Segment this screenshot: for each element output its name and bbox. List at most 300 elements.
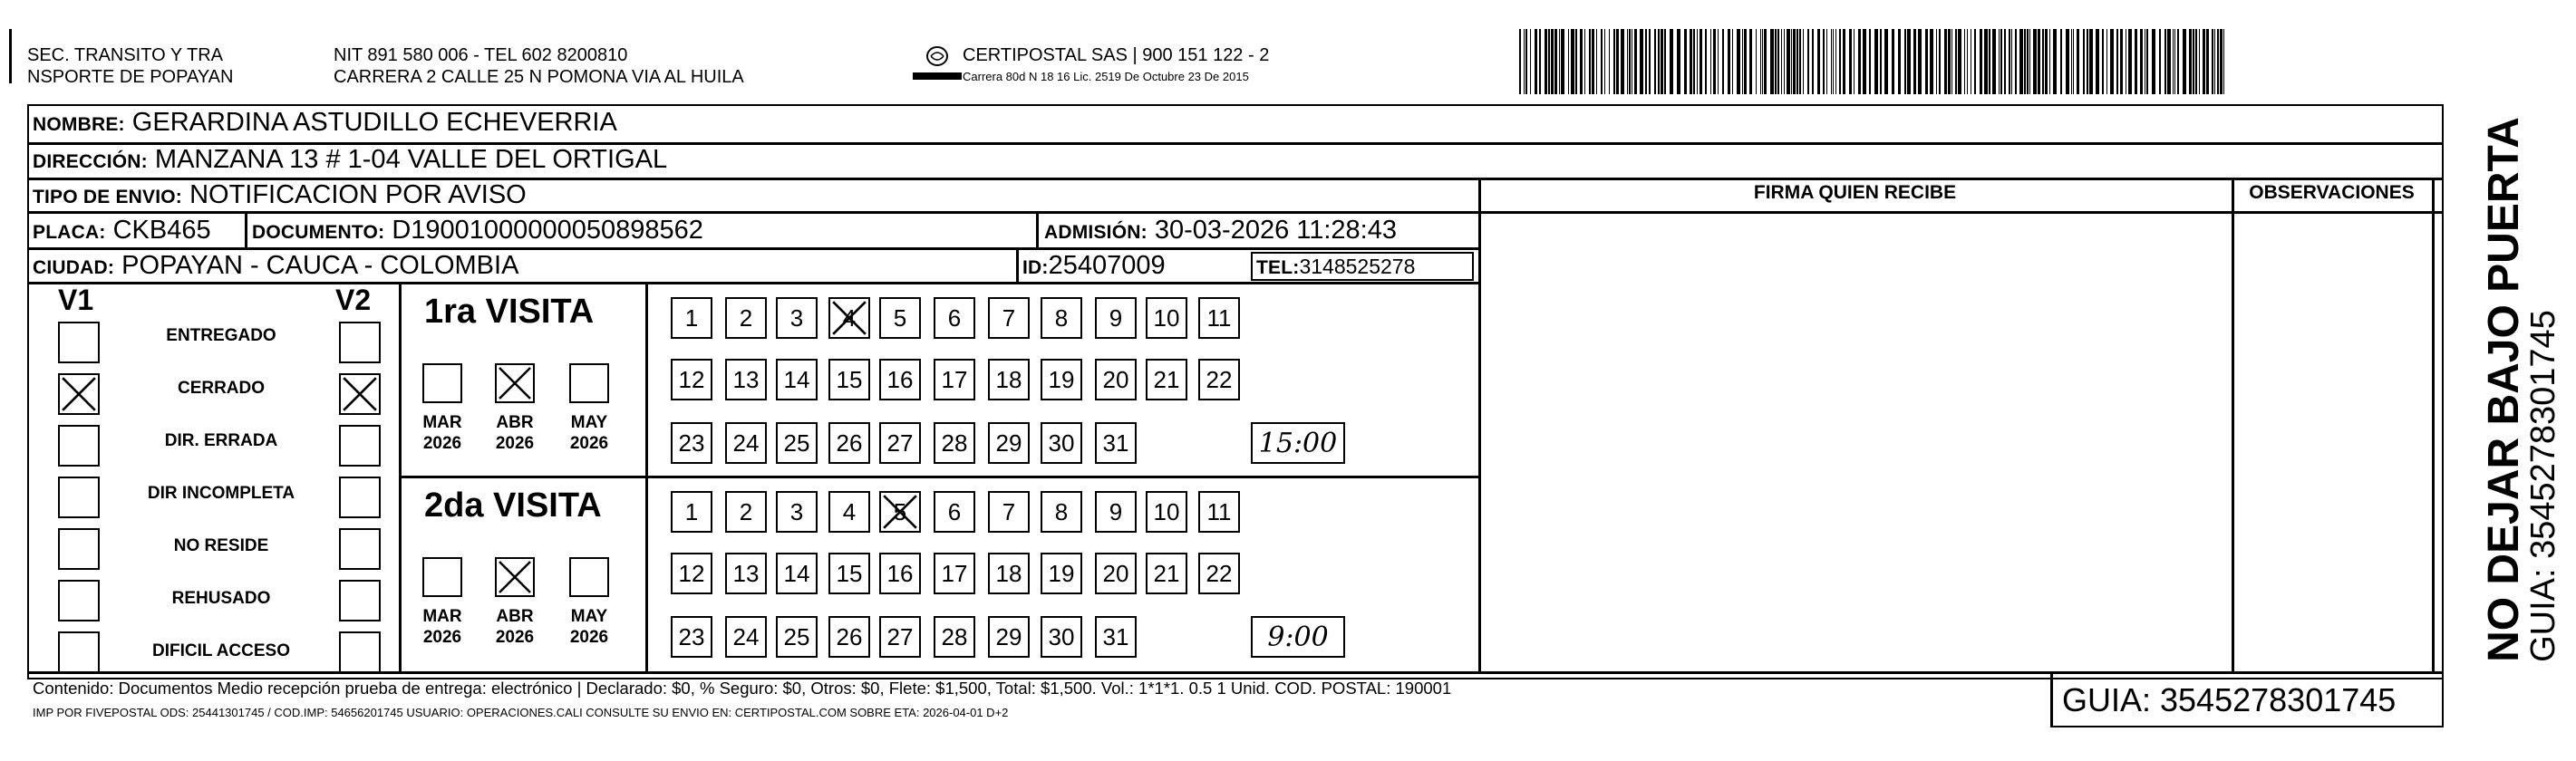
day-box[interactable]: 26: [828, 616, 870, 658]
barcode-bar: [1791, 29, 1792, 94]
barcode-bar: [2096, 29, 2099, 94]
day-box[interactable]: 30: [1041, 422, 1082, 464]
barcode-bar: [1951, 29, 1952, 94]
day-box[interactable]: 24: [725, 616, 767, 658]
day-box[interactable]: 1: [671, 297, 712, 339]
day-box[interactable]: 27: [879, 422, 921, 464]
barcode-bar: [2106, 29, 2107, 94]
barcode-bar: [1839, 29, 1841, 94]
barcode-bar: [1833, 29, 1834, 94]
barcode-bar: [1551, 29, 1554, 94]
barcode-bar: [1930, 29, 1933, 94]
day-box[interactable]: 5: [879, 297, 921, 339]
barcode-bar: [1948, 29, 1951, 94]
barcode-bar: [1777, 29, 1779, 94]
barcode-bar: [1898, 29, 1901, 94]
admision-row: [1044, 215, 1397, 248]
day-box[interactable]: 28: [934, 422, 975, 464]
barcode-bar: [1826, 29, 1827, 94]
barcode-bar: [2135, 29, 2137, 94]
barcode-bar: [2066, 29, 2069, 94]
barcode-bar: [1742, 29, 1743, 94]
barcode-bar: [1764, 29, 1767, 94]
barcode-bar: [2049, 29, 2050, 94]
barcode-bar: [2159, 29, 2161, 94]
barcode-bar: [1609, 29, 1610, 94]
day-box[interactable]: 7: [988, 297, 1030, 339]
ciudad-label: CIUDAD:: [33, 257, 115, 278]
barcode-bar: [2053, 29, 2057, 94]
barcode-bar: [1710, 29, 1711, 94]
day-box[interactable]: 26: [828, 422, 870, 464]
status-label: CERRADO: [177, 379, 266, 398]
barcode-bar: [2140, 29, 2143, 94]
day-mark: [830, 299, 868, 337]
month-name: ABR: [496, 413, 534, 432]
barcode-bar: [2102, 29, 2104, 94]
barcode-bar: [2220, 29, 2223, 94]
barcode-bar: [1749, 29, 1752, 94]
barcode-bar: [1640, 29, 1643, 94]
day-box[interactable]: 25: [776, 422, 818, 464]
v2-checkbox[interactable]: [339, 425, 381, 467]
day-box[interactable]: 30: [1041, 616, 1082, 658]
barcode-bar: [1880, 29, 1882, 94]
barcode-bar: [2077, 29, 2079, 94]
barcode-bar: [1944, 29, 1947, 94]
month-label: [414, 606, 470, 648]
barcode-bar: [1596, 29, 1597, 94]
id-value: 25407009: [1048, 251, 1166, 280]
id-label: ID:: [1022, 257, 1049, 278]
day-box[interactable]: 19: [1041, 359, 1082, 400]
day-box[interactable]: 18: [988, 359, 1030, 400]
barcode-bar: [1737, 29, 1740, 94]
tipo-value: NOTIFICACION POR AVISO: [189, 180, 527, 209]
month-year: 2026: [569, 434, 609, 453]
barcode-bar: [1925, 29, 1928, 94]
barcode-bar: [1559, 29, 1560, 94]
barcode-bar: [2167, 29, 2171, 94]
barcode-bar: [2083, 29, 2085, 94]
day-box[interactable]: 8: [1041, 297, 1082, 339]
barcode-bar: [1964, 29, 1965, 94]
day-box[interactable]: 24: [725, 422, 767, 464]
barcode-bar: [1592, 29, 1594, 94]
day-mark: [881, 493, 919, 531]
day-box[interactable]: 6: [934, 297, 975, 339]
tipo-row: [33, 179, 527, 213]
sender-line2: NSPORTE DE POPAYAN: [27, 67, 234, 87]
month-label: [561, 412, 617, 454]
day-box[interactable]: 15: [828, 359, 870, 400]
barcode-bar: [2024, 29, 2026, 94]
barcode-bar: [1732, 29, 1733, 94]
month-checkbox[interactable]: [569, 557, 609, 597]
placa-row: [33, 215, 211, 248]
ciudad-row: [33, 250, 518, 284]
barcode-bar: [2089, 29, 2093, 94]
barcode-bar: [1539, 29, 1541, 94]
month-label: [414, 412, 470, 454]
day-box[interactable]: 3: [776, 491, 818, 533]
day-box[interactable]: 17: [934, 553, 975, 594]
day-box[interactable]: 2: [725, 297, 767, 339]
visit-title: 2da VISITA: [424, 486, 602, 525]
nombre-label: NOMBRE:: [33, 114, 125, 135]
barcode-bar: [1700, 29, 1702, 94]
tel-value: 3148525278: [1299, 255, 1416, 278]
v1-label: V1: [58, 284, 94, 316]
barcode-bar: [1705, 29, 1707, 94]
barcode-bar: [1913, 29, 1916, 94]
barcode-bar: [1799, 29, 1801, 94]
month-year: 2026: [569, 628, 609, 647]
barcode-bar: [1604, 29, 1605, 94]
tel-row: [1256, 253, 1415, 282]
direccion-row: [33, 144, 667, 178]
day-box[interactable]: 11: [1198, 491, 1240, 533]
visit-title: 1ra VISITA: [424, 293, 595, 331]
barcode-bar: [1955, 29, 1957, 94]
month-year: 2026: [422, 434, 462, 453]
v2-checkbox[interactable]: [339, 373, 381, 415]
barcode-bar: [1545, 29, 1547, 94]
barcode-bar: [1939, 29, 1941, 94]
barcode-bar: [1907, 29, 1911, 94]
day-box[interactable]: 12: [671, 553, 712, 594]
barcode-bar: [1892, 29, 1894, 94]
month-checkbox[interactable]: [495, 363, 535, 403]
barcode-bar: [1781, 29, 1782, 94]
id-row: [1022, 250, 1166, 284]
day-box[interactable]: 11: [1198, 297, 1240, 339]
month-name: MAY: [570, 607, 608, 626]
day-box[interactable]: 31: [1095, 616, 1137, 658]
month-name: MAR: [422, 607, 462, 626]
day-box[interactable]: 28: [934, 616, 975, 658]
barcode-bar: [1854, 29, 1855, 94]
barcode-bar: [1571, 29, 1574, 94]
barcode-bar: [1658, 29, 1660, 94]
day-box[interactable]: 17: [934, 359, 975, 400]
barcode-bar: [1535, 29, 1537, 94]
barcode-bar: [2214, 29, 2215, 94]
day-box[interactable]: 13: [725, 359, 767, 400]
barcode-bar: [2120, 29, 2123, 94]
documento-value: D19001000000050898562: [392, 216, 703, 245]
day-box[interactable]: 23: [671, 422, 712, 464]
ciudad-value: POPAYAN - CAUCA - COLOMBIA: [121, 251, 519, 280]
barcode-bar: [2042, 29, 2044, 94]
barcode-bar: [2045, 29, 2048, 94]
day-box[interactable]: 2: [725, 491, 767, 533]
barcode-bar: [2027, 29, 2029, 94]
month-label: [487, 606, 543, 648]
barcode-bar: [2152, 29, 2155, 94]
v1-checkbox[interactable]: [58, 580, 100, 621]
day-box[interactable]: 10: [1146, 491, 1187, 533]
footer-line2: IMP POR FIVEPOSTAL ODS: 25441301745 / COD.IMP: 54656201745 USUARIO: OPERACIONES.CALI CONSULTE SU ENVIO EN: CERTIPOSTAL.COM SOBRE ETA: 2026-04-01 D+2: [33, 706, 1009, 719]
firma-header: FIRMA QUIEN RECIBE: [1753, 182, 1957, 203]
status-label: NO RESIDE: [173, 536, 269, 555]
day-box[interactable]: 18: [988, 553, 1030, 594]
barcode-bar: [2011, 29, 2012, 94]
barcode-bar: [2212, 29, 2213, 94]
barcode-bar: [1697, 29, 1698, 94]
barcode-bar: [1904, 29, 1906, 94]
barcode-bar: [1849, 29, 1852, 94]
admision-value: 30-03-2026 11:28:43: [1154, 216, 1397, 245]
day-box[interactable]: 4: [828, 297, 870, 339]
footer-line1: Contenido: Documentos Medio recepción prueba de entrega: electrónico | Declarado: $0, % Seguro: $0, Otros: $0, Flete: $1,500, Total: $1,500. Vol.: 1*1*1. 0.5 1 Unid. COD. POSTAL: 190001: [33, 679, 1452, 698]
barcode-bar: [2189, 29, 2192, 94]
barcode-bar: [1693, 29, 1695, 94]
day-box[interactable]: 5: [879, 491, 921, 533]
status-label: DIR. ERRADA: [164, 431, 278, 450]
nombre-row: [33, 107, 617, 140]
nit-line: NIT 891 580 006 - TEL 602 8200810: [334, 45, 628, 65]
v2-checkbox[interactable]: [339, 322, 381, 363]
day-box[interactable]: 9: [1095, 491, 1137, 533]
barcode-bar: [1823, 29, 1825, 94]
day-box[interactable]: 10: [1146, 297, 1187, 339]
visit-time[interactable]: 9:00: [1251, 616, 1345, 658]
barcode-bar: [1530, 29, 1531, 94]
day-box[interactable]: 21: [1146, 359, 1187, 400]
barcode-bar: [1649, 29, 1651, 94]
barcode-bar: [1580, 29, 1583, 94]
barcode-bar: [1661, 29, 1663, 94]
v1-checkbox[interactable]: [58, 528, 100, 570]
barcode-bar: [1654, 29, 1656, 94]
barcode-bar: [1863, 29, 1866, 94]
barcode-bar: [1958, 29, 1961, 94]
barcode-bar: [2193, 29, 2194, 94]
month-label: [561, 606, 617, 648]
barcode-bar: [2217, 29, 2219, 94]
barcode-bar: [1621, 29, 1624, 94]
barcode-bar: [1728, 29, 1730, 94]
certipostal-logo: [911, 42, 964, 87]
v2-checkbox[interactable]: [339, 580, 381, 621]
barcode-bar: [1999, 29, 2000, 94]
barcode-bar: [1690, 29, 1692, 94]
barcode-bar: [1760, 29, 1761, 94]
month-checkbox[interactable]: [422, 363, 462, 403]
barcode-bar: [2174, 29, 2175, 94]
barcode-bar: [1775, 29, 1777, 94]
barcode-bar: [1718, 29, 1719, 94]
day-box[interactable]: 1: [671, 491, 712, 533]
barcode-bar: [1524, 29, 1525, 94]
barcode-bar: [1784, 29, 1785, 94]
barcode-bar: [1989, 29, 1990, 94]
barcode-bar: [1525, 29, 1527, 94]
sender-line1: SEC. TRANSITO Y TRA: [27, 45, 223, 65]
barcode-bar: [1936, 29, 1937, 94]
barcode-bar: [1584, 29, 1585, 94]
day-box[interactable]: 14: [776, 553, 818, 594]
day-box[interactable]: 7: [988, 491, 1030, 533]
month-label: [487, 412, 543, 454]
day-box[interactable]: 14: [776, 359, 818, 400]
day-box[interactable]: 20: [1095, 359, 1137, 400]
admision-label: ADMISIÓN:: [1044, 222, 1148, 243]
barcode-bar: [1974, 29, 1976, 94]
barcode-bar: [2183, 29, 2186, 94]
v2-checkbox[interactable]: [339, 528, 381, 570]
barcode-bar: [1616, 29, 1619, 94]
barcode-bar: [1664, 29, 1666, 94]
barcode-bar: [1770, 29, 1774, 94]
v1-checkbox[interactable]: [58, 425, 100, 467]
barcode-bar: [2029, 29, 2030, 94]
barcode-bar: [2009, 29, 2010, 94]
v1-checkbox[interactable]: [58, 322, 100, 363]
day-box[interactable]: 16: [879, 553, 921, 594]
status-label: ENTREGADO: [166, 326, 276, 345]
day-box[interactable]: 16: [879, 359, 921, 400]
status-label: REHUSADO: [171, 589, 271, 608]
barcode-bar: [1869, 29, 1871, 94]
barcode-bar: [1843, 29, 1845, 94]
barcode-bar: [2038, 29, 2040, 94]
address-line: CARRERA 2 CALLE 25 N POMONA VIA AL HUILA: [334, 67, 744, 87]
barcode-bar: [1629, 29, 1631, 94]
v2-checkbox[interactable]: [339, 631, 381, 673]
barcode-bar: [1831, 29, 1832, 94]
barcode-bar: [1744, 29, 1747, 94]
barcode-bar: [1992, 29, 1996, 94]
barcode-bar: [1756, 29, 1757, 94]
barcode-bar: [1858, 29, 1861, 94]
day-box[interactable]: 8: [1041, 491, 1082, 533]
barcode-bar: [2033, 29, 2037, 94]
barcode-bar: [2110, 29, 2114, 94]
barcode-bar: [1984, 29, 1988, 94]
status-label: DIFICIL ACCESO: [151, 641, 290, 660]
barcode-bar: [2019, 29, 2023, 94]
barcode-bar: [2195, 29, 2197, 94]
barcode-bar: [1627, 29, 1628, 94]
month-checkbox[interactable]: [569, 363, 609, 403]
month-year: 2026: [495, 434, 535, 453]
barcode-bar: [2015, 29, 2017, 94]
v1-checkbox[interactable]: [58, 631, 100, 673]
barcode-bar: [1561, 29, 1564, 94]
day-box[interactable]: 13: [725, 553, 767, 594]
day-box[interactable]: 3: [776, 297, 818, 339]
barcode-bar: [1807, 29, 1809, 94]
barcode-bar: [2164, 29, 2166, 94]
v1-checkbox[interactable]: [58, 477, 100, 518]
documento-row: [252, 215, 703, 248]
day-box[interactable]: 22: [1198, 359, 1240, 400]
barcode-bar: [1554, 29, 1557, 94]
barcode-bar: [1575, 29, 1577, 94]
barcode-bar: [2073, 29, 2074, 94]
barcode-bar: [1568, 29, 1569, 94]
barcode-bar: [1762, 29, 1763, 94]
barcode-bar: [1817, 29, 1820, 94]
barcode-bar: [1874, 29, 1878, 94]
barcode-bar: [2060, 29, 2062, 94]
barcode-bar: [1796, 29, 1798, 94]
barcode-bar: [2116, 29, 2118, 94]
day-box[interactable]: 9: [1095, 297, 1137, 339]
month-year: 2026: [422, 628, 462, 647]
side-warning: NO DEJAR BAJO PUERTA: [2480, 117, 2528, 662]
month-year: 2026: [495, 628, 535, 647]
day-box[interactable]: 31: [1095, 422, 1137, 464]
barcode-bar: [1793, 29, 1796, 94]
barcode-bar: [1613, 29, 1615, 94]
barcode-bar: [1835, 29, 1836, 94]
month-checkbox[interactable]: [495, 557, 535, 597]
barcode-bar: [1787, 29, 1790, 94]
day-box[interactable]: 21: [1146, 553, 1187, 594]
barcode: [1519, 29, 2232, 94]
day-box[interactable]: 4: [828, 491, 870, 533]
barcode-bar: [2004, 29, 2006, 94]
day-box[interactable]: 20: [1095, 553, 1137, 594]
tel-label: TEL:: [1256, 257, 1300, 278]
day-box[interactable]: 6: [934, 491, 975, 533]
side-guia: GUIA: 3545278301745: [2524, 310, 2562, 662]
day-box[interactable]: 29: [988, 422, 1030, 464]
v2-checkbox[interactable]: [339, 477, 381, 518]
company-line: CERTIPOSTAL SAS | 900 151 122 - 2: [963, 45, 1270, 65]
barcode-bar: [1812, 29, 1814, 94]
barcode-bar: [2177, 29, 2179, 94]
month-checkbox[interactable]: [422, 557, 462, 597]
barcode-bar: [1918, 29, 1922, 94]
barcode-bar: [2128, 29, 2132, 94]
barcode-bar: [1634, 29, 1637, 94]
barcode-bar: [1677, 29, 1680, 94]
barcode-bar: [1548, 29, 1550, 94]
barcode-bar: [2173, 29, 2174, 94]
barcode-bar: [1601, 29, 1603, 94]
placa-label: PLACA:: [33, 222, 106, 243]
barcode-bar: [1713, 29, 1716, 94]
barcode-bar: [1803, 29, 1804, 94]
direccion-label: DIRECCIÓN:: [33, 151, 148, 172]
left-margin-line: [9, 29, 12, 83]
day-box[interactable]: 12: [671, 359, 712, 400]
month-name: ABR: [496, 607, 534, 626]
barcode-bar: [1670, 29, 1673, 94]
visit-time[interactable]: 15:00: [1251, 422, 1345, 464]
barcode-bar: [1967, 29, 1968, 94]
day-box[interactable]: 27: [879, 616, 921, 658]
day-box[interactable]: 29: [988, 616, 1030, 658]
day-box[interactable]: 15: [828, 553, 870, 594]
v1-checkbox[interactable]: [58, 373, 100, 415]
barcode-bar: [2206, 29, 2209, 94]
barcode-bar: [1722, 29, 1724, 94]
day-box[interactable]: 25: [776, 616, 818, 658]
day-box[interactable]: 22: [1198, 553, 1240, 594]
barcode-bar: [2000, 29, 2002, 94]
placa-value: CKB465: [112, 216, 211, 245]
day-box[interactable]: 23: [671, 616, 712, 658]
status-label: DIR INCOMPLETA: [147, 484, 295, 503]
barcode-bar: [1589, 29, 1591, 94]
day-box[interactable]: 19: [1041, 553, 1082, 594]
month-name: MAY: [570, 413, 608, 432]
